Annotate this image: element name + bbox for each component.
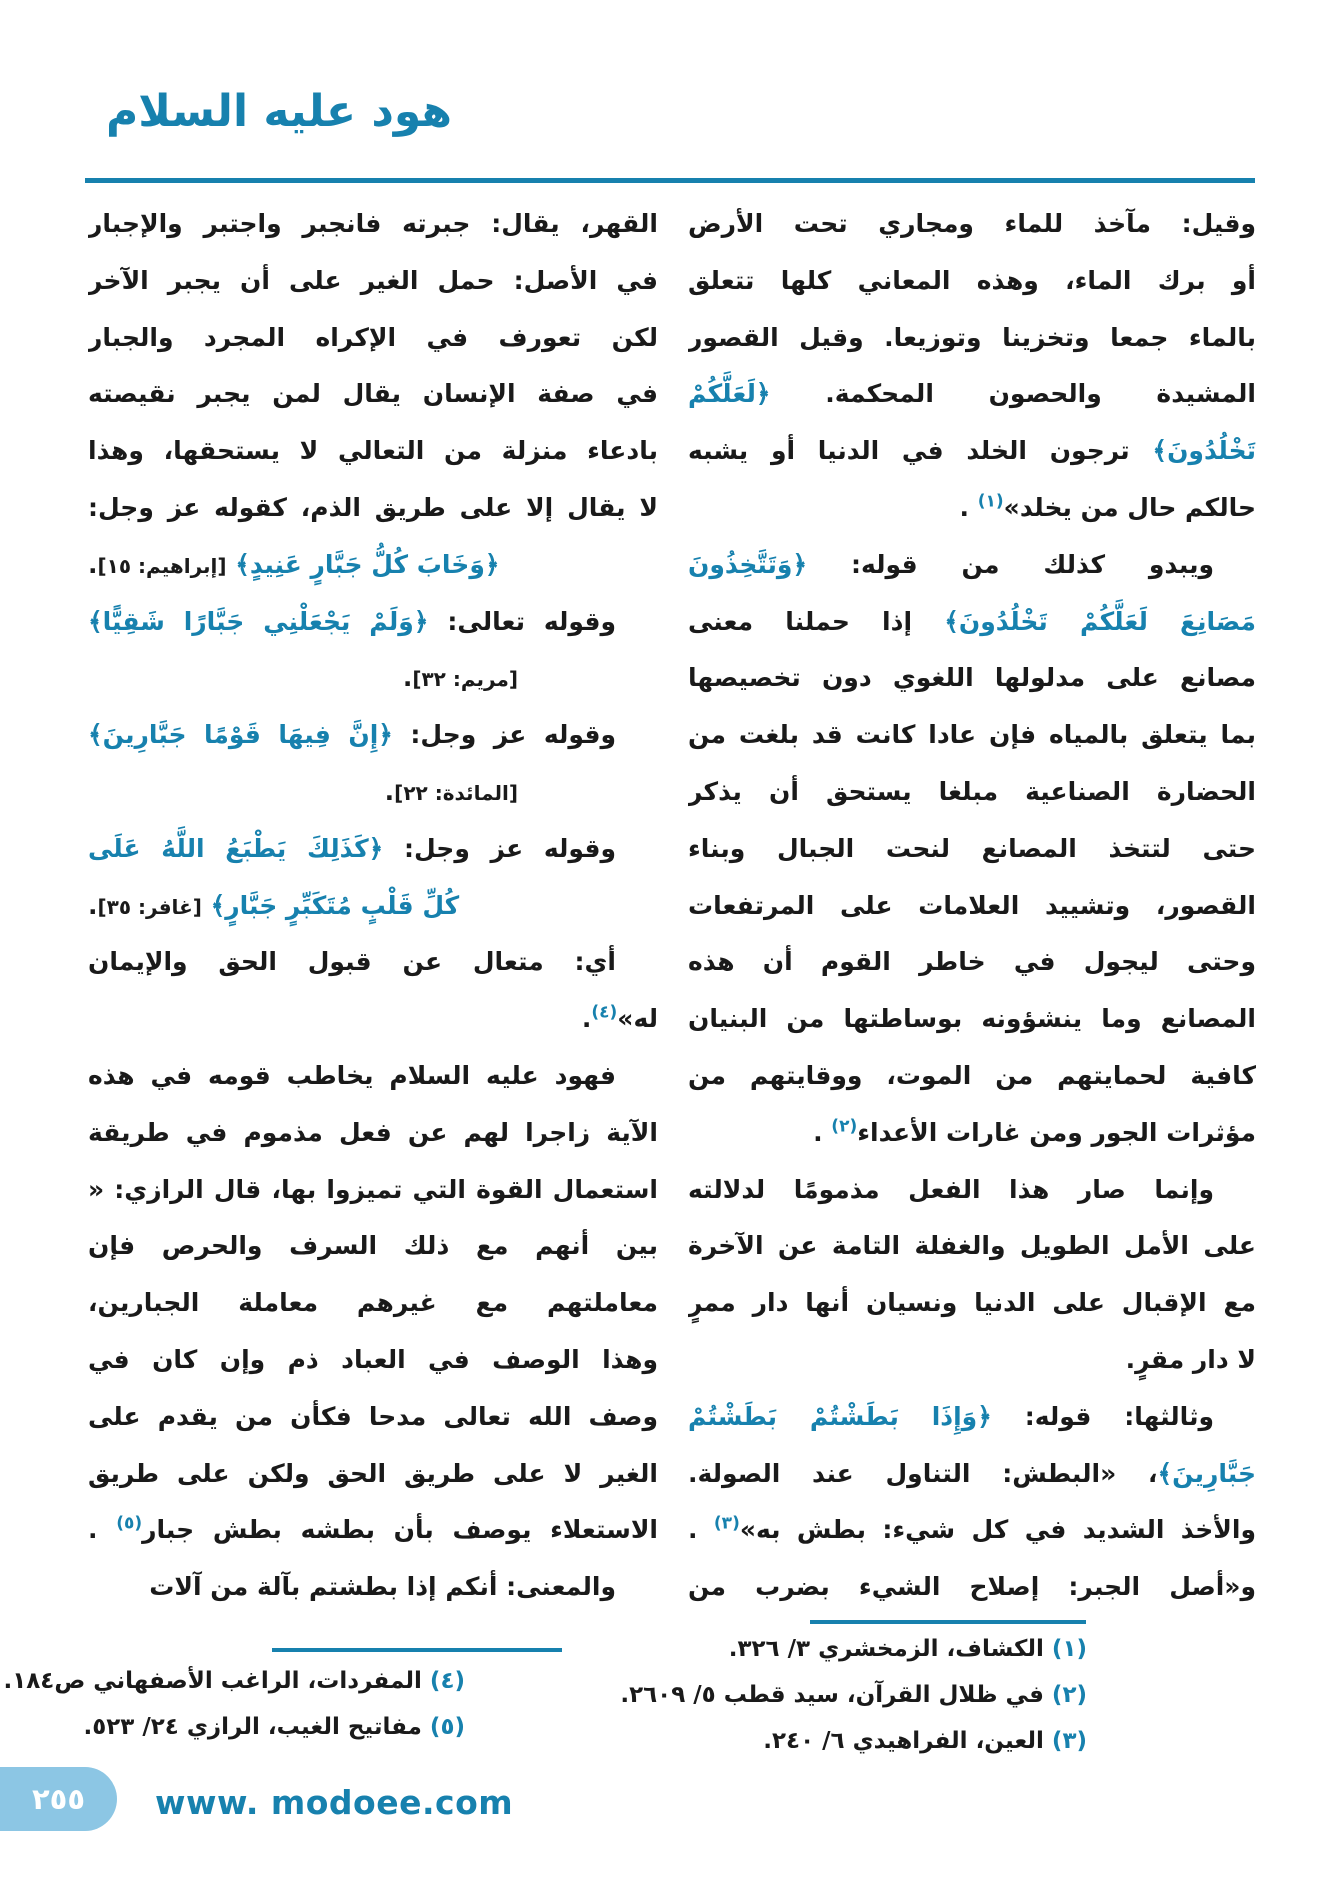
text-line bbox=[688, 423, 1256, 480]
quran-verse: ﴿وَخَابَ كُلُّ جَبَّارٍ عَنِيدٍ﴾ bbox=[226, 549, 500, 579]
text-line bbox=[88, 366, 658, 423]
quran-verse: تَخْلُدُونَ﴾ bbox=[1129, 436, 1256, 466]
body-text: الحضارة الصناعية مبلغا يستحق أن يذكر bbox=[688, 776, 1256, 806]
text-line bbox=[688, 991, 1256, 1048]
footnote-ref: (١) bbox=[977, 491, 1004, 512]
footnote-item bbox=[640, 1626, 1087, 1672]
quran-verse: ﴿لَعَلَّكُمْ bbox=[688, 379, 771, 409]
footnote-text: العين، الفراهيدي ٦/ ٢٤٠. bbox=[763, 1728, 1044, 1754]
body-text: وقوله عز وجل: bbox=[383, 833, 616, 863]
text-line bbox=[688, 764, 1256, 821]
body-text: على الأمل الطويل والغفلة التامة عن الآخرة bbox=[688, 1231, 1256, 1261]
body-text: استعمال القوة التي تميزوا بها، قال الرازي: « bbox=[88, 1174, 658, 1204]
body-text: . bbox=[384, 776, 395, 806]
column-right-lines bbox=[688, 196, 1256, 1616]
text-line bbox=[688, 934, 1256, 991]
body-text: وصف الله تعالى مدحا فكأن من يقدم على bbox=[88, 1401, 658, 1431]
text-line bbox=[88, 594, 658, 651]
footnote-item bbox=[640, 1718, 1087, 1764]
text-line bbox=[88, 821, 658, 878]
footnote-marker: (٥) bbox=[421, 1714, 465, 1740]
body-text: حالكم حال من يخلد» bbox=[1003, 492, 1256, 522]
verse-citation: [إبراهيم: ١٥] bbox=[97, 553, 227, 578]
body-text: لكن تعورف في الإكراه المجرد والجبار bbox=[88, 322, 658, 352]
text-line bbox=[688, 1275, 1256, 1332]
body-text: حتى لتتخذ المصانع لنحت الجبال وبناء bbox=[688, 833, 1256, 863]
body-text: بالماء جمعا وتخزينا وتوزيعا. وقيل القصور bbox=[688, 322, 1256, 352]
text-line bbox=[688, 1048, 1256, 1105]
website-link[interactable]: www. modoee.com bbox=[155, 1783, 514, 1822]
body-text: المشيدة والحصون المحكمة. bbox=[770, 379, 1256, 409]
quran-verse: مَصَانِعَ لَعَلَّكُمْ تَخْلُدُونَ﴾ bbox=[912, 606, 1256, 636]
body-text: الاستعلاء يوصف بأن بطشه بطش جبار bbox=[142, 1515, 658, 1545]
text-line bbox=[688, 650, 1256, 707]
page-title: هود عليه السلام bbox=[106, 86, 453, 137]
body-text: القصور، وتشييد العلامات على المرتفعات bbox=[688, 890, 1256, 920]
text-line bbox=[688, 537, 1256, 594]
body-text: وقيل: مآخذ للماء ومجاري تحت الأرض bbox=[688, 209, 1256, 238]
body-text: وهذا الوصف في العباد ذم وإن كان في bbox=[88, 1344, 658, 1374]
body-text: أي: متعال عن قبول الحق والإيمان bbox=[88, 947, 616, 977]
column-left-lines bbox=[88, 196, 658, 1616]
body-text: المصانع وما ينشؤونه بوساطتها من البنيان bbox=[688, 1004, 1256, 1034]
page-number: ٢٥٥ bbox=[31, 1782, 86, 1816]
text-line bbox=[88, 1502, 658, 1559]
footnote-text: مفاتيح الغيب، الرازي ٢٤/ ٥٢٣. bbox=[83, 1714, 422, 1740]
body-text: لا دار مقرٍ. bbox=[1125, 1344, 1256, 1374]
header-rule bbox=[85, 178, 1255, 183]
body-text: الغير لا على طريق الحق ولكن على طريق bbox=[88, 1458, 658, 1488]
body-text: . bbox=[402, 663, 413, 693]
text-line bbox=[688, 253, 1256, 310]
quran-verse: ﴿وَإِذَا بَطَشْتُمْ بَطَشْتُمْ bbox=[688, 1401, 992, 1431]
footnote-marker: (٤) bbox=[421, 1668, 465, 1694]
text-line bbox=[688, 1389, 1256, 1446]
body-text: أو برك الماء، وهذه المعاني كلها تتعلق bbox=[688, 265, 1256, 295]
quran-verse: كُلِّ قَلْبٍ مُتَكَبِّرٍ جَبَّارٍ﴾ bbox=[201, 890, 460, 920]
footnotes-left bbox=[3, 1658, 465, 1750]
body-text: . bbox=[688, 1515, 714, 1545]
footnote-separator-left bbox=[272, 1648, 562, 1652]
footnote-item bbox=[620, 1672, 1087, 1718]
verse-citation: [غافر: ٣٥] bbox=[97, 894, 202, 919]
text-line bbox=[88, 650, 658, 707]
text-line bbox=[688, 196, 1256, 253]
text-line bbox=[88, 1389, 658, 1446]
body-text: القهر، يقال: جبرته فانجبر واجتبر والإجبار bbox=[88, 209, 658, 238]
text-line bbox=[688, 707, 1256, 764]
text-line bbox=[88, 537, 658, 594]
body-text: والأخذ الشديد في كل شيء: بطش به» bbox=[739, 1515, 1256, 1545]
footnote-marker: (١) bbox=[1043, 1636, 1087, 1662]
body-text: في صفة الإنسان يقال لمن يجبر نقيصته bbox=[88, 379, 658, 409]
body-text: بين أنهم مع ذلك السرف والحرص فإن bbox=[88, 1231, 658, 1261]
text-line bbox=[88, 1162, 658, 1219]
body-text: وثالثها: قوله: bbox=[991, 1401, 1214, 1431]
body-text: مع الإقبال على الدنيا ونسيان أنها دار ممرٍ bbox=[688, 1288, 1256, 1318]
text-line bbox=[688, 480, 1256, 537]
body-text: والمعنى: أنكم إذا بطشتم بآلة من آلات bbox=[149, 1572, 616, 1602]
text-line bbox=[88, 707, 658, 764]
body-text: في الأصل: حمل الغير على أن يجبر الآخر bbox=[88, 265, 658, 295]
footnote-marker: (٣) bbox=[1043, 1728, 1087, 1754]
body-text: وإنما صار هذا الفعل مذمومًا لدلالته bbox=[688, 1174, 1214, 1204]
text-line bbox=[688, 310, 1256, 367]
body-text: الآية زاجرا لهم عن فعل مذموم في طريقة bbox=[88, 1117, 658, 1147]
quran-verse: ﴿وَلَمْ يَجْعَلْنِي جَبَّارًا شَقِيًّا﴾ bbox=[88, 606, 429, 636]
body-text: . bbox=[959, 492, 978, 522]
text-line bbox=[688, 1332, 1256, 1389]
quran-verse: ﴿كَذَلِكَ يَطْبَعُ اللَّهُ عَلَى bbox=[88, 833, 384, 863]
text-line bbox=[88, 423, 658, 480]
text-line bbox=[688, 1105, 1256, 1162]
body-text: ويبدو كذلك من قوله: bbox=[807, 549, 1214, 579]
body-text: . bbox=[813, 1117, 832, 1147]
text-line bbox=[688, 1446, 1256, 1503]
text-line bbox=[88, 764, 658, 821]
footnote-marker: (٢) bbox=[1043, 1682, 1087, 1708]
body-text: ، «البطش: التناول عند الصولة. bbox=[688, 1458, 1158, 1488]
text-line bbox=[688, 1218, 1256, 1275]
text-line bbox=[88, 934, 658, 991]
body-text: بادعاء منزلة من التعالي لا يستحقها، وهذا bbox=[88, 436, 658, 466]
quran-verse: جَبَّارِينَ﴾ bbox=[1157, 1458, 1256, 1488]
text-line bbox=[88, 1446, 658, 1503]
text-line bbox=[688, 594, 1256, 651]
text-line bbox=[88, 1559, 658, 1616]
quran-verse: ﴿إِنَّ فِيهَا قَوْمًا جَبَّارِينَ﴾ bbox=[88, 720, 393, 750]
body-text: وحتى ليجول في خاطر القوم أن هذه bbox=[688, 947, 1256, 977]
body-text: ترجون الخلد في الدنيا أو يشبه bbox=[688, 436, 1130, 466]
text-line bbox=[88, 310, 658, 367]
body-text: وقوله تعالى: bbox=[428, 606, 616, 636]
body-text: . bbox=[88, 549, 98, 579]
body-text: . bbox=[581, 1004, 592, 1034]
quran-verse: ﴿وَتَتَّخِذُونَ bbox=[688, 549, 808, 579]
body-text: مصانع على مدلولها اللغوي دون تخصيصها bbox=[688, 663, 1256, 693]
footnote-item bbox=[3, 1658, 465, 1704]
body-text: . bbox=[88, 890, 98, 920]
verse-citation: [مريم: ٣٢] bbox=[412, 667, 518, 692]
footnote-text: المفردات، الراغب الأصفهاني ص١٨٤. bbox=[3, 1668, 422, 1694]
footnote-ref: (٢) bbox=[831, 1116, 858, 1137]
footnote-ref: (٣) bbox=[713, 1514, 740, 1534]
text-line bbox=[88, 1275, 658, 1332]
body-text: كافية لحمايتهم من الموت، ووقايتهم من bbox=[688, 1060, 1256, 1090]
body-text: له» bbox=[617, 1004, 658, 1034]
page-number-badge bbox=[0, 1767, 117, 1831]
footnote-separator-right bbox=[810, 1620, 1086, 1624]
body-text: و«أصل الجبر: إصلاح الشيء بضرب من bbox=[688, 1572, 1256, 1602]
footnote-text: في ظلال القرآن، سيد قطب ٥/ ٢٦٠٩. bbox=[620, 1682, 1044, 1708]
body-text: لا يقال إلا على طريق الذم، كقوله عز وجل: bbox=[88, 492, 658, 522]
body-text: فهود عليه السلام يخاطب قومه في هذه bbox=[88, 1060, 616, 1090]
body-text: . bbox=[88, 1515, 117, 1545]
body-text: بما يتعلق بالمياه فإن عادا كانت قد بلغت من bbox=[688, 720, 1256, 750]
text-line bbox=[88, 1105, 658, 1162]
text-line bbox=[688, 1162, 1256, 1219]
verse-citation: [المائدة: ٢٢] bbox=[394, 780, 518, 805]
body-text: مؤثرات الجور ومن غارات الأعداء bbox=[857, 1117, 1256, 1147]
text-line bbox=[88, 480, 658, 537]
footnote-item bbox=[85, 1704, 465, 1750]
text-line bbox=[88, 1048, 658, 1105]
body-text: معاملتهم مع غيرهم معاملة الجبارين، bbox=[88, 1288, 658, 1318]
body-text: إذا حملنا معنى bbox=[688, 606, 913, 636]
footnote-text: الكشاف، الزمخشري ٣/ ٣٢٦. bbox=[728, 1636, 1044, 1662]
text-line bbox=[688, 1559, 1256, 1616]
text-line bbox=[688, 878, 1256, 935]
footnote-ref: (٥) bbox=[116, 1514, 143, 1534]
footnotes-right bbox=[620, 1626, 1087, 1764]
text-line bbox=[688, 821, 1256, 878]
text-line bbox=[88, 196, 658, 253]
text-line bbox=[688, 1502, 1256, 1559]
text-line bbox=[88, 1218, 658, 1275]
text-line bbox=[88, 991, 658, 1048]
text-line bbox=[88, 878, 658, 935]
text-line bbox=[88, 1332, 658, 1389]
text-line bbox=[88, 253, 658, 310]
body-text: وقوله عز وجل: bbox=[392, 720, 616, 750]
footnote-ref: (٤) bbox=[591, 1002, 618, 1023]
text-line bbox=[688, 366, 1256, 423]
